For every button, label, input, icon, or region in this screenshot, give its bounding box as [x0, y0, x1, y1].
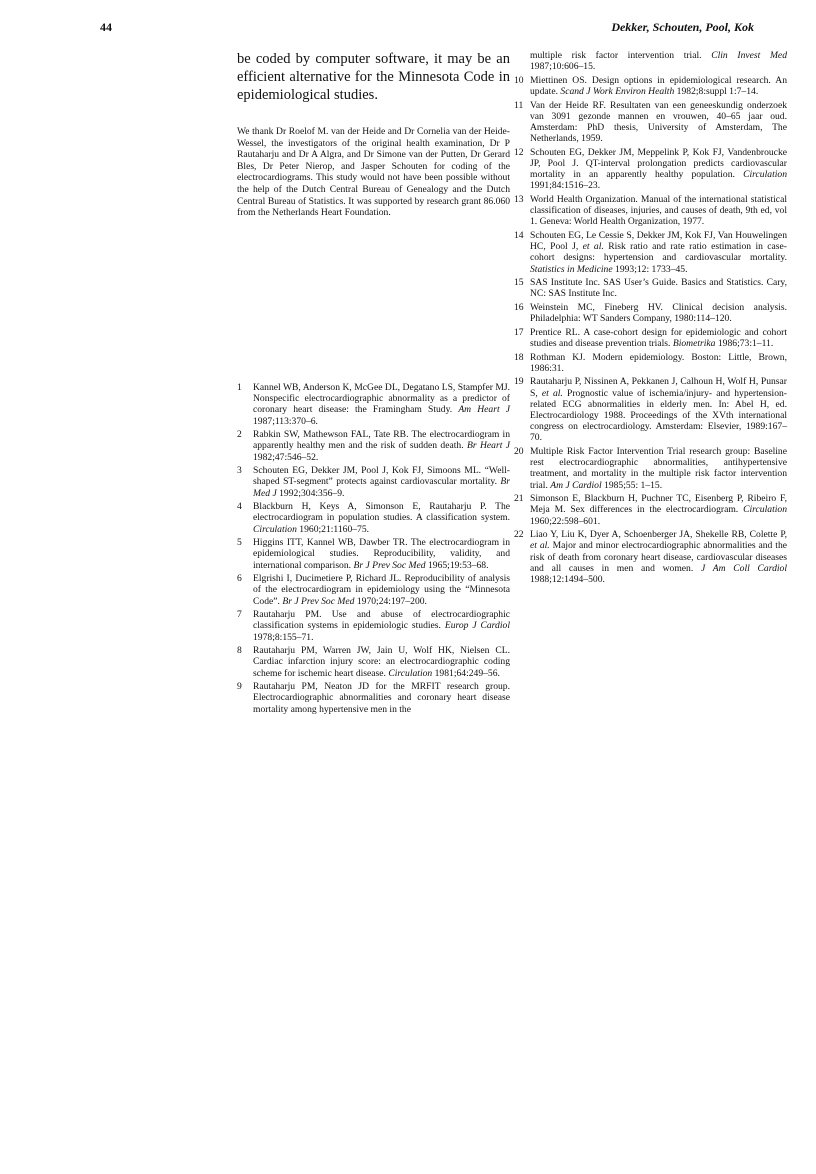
reference-body: Multiple Risk Factor Intervention Trial research group: Baseline rest electrocardiographic abnormalities, antihypertensive treatment, and mortality in the multiple risk factor intervention trial. — [530, 446, 787, 491]
reference-number: 14 — [514, 230, 524, 241]
reference-item — [514, 50, 787, 72]
reference-number: 6 — [237, 573, 242, 585]
reference-tail: 1965;19:53–68. — [427, 559, 489, 571]
reference-text — [253, 645, 510, 679]
reference-text — [253, 382, 510, 427]
reference-item — [514, 147, 787, 192]
reference-body: Weinstein MC, Fineberg HV. Clinical decision analysis. Philadelphia: WT Sanders Company, 1980:114–120. — [530, 302, 787, 325]
reference-number: 20 — [514, 446, 524, 457]
reference-number: 7 — [237, 609, 242, 621]
reference-item — [514, 302, 787, 324]
reference-body: Elgrishi I, Ducimetiere P, Richard JL. Reproducibility of analysis of the electrocardiogram in epidemiology using the “Minnesota Code”. — [253, 573, 510, 607]
reference-number: 17 — [514, 326, 524, 338]
reference-number: 12 — [514, 146, 524, 158]
reference-text — [514, 50, 787, 72]
reference-number: 10 — [514, 74, 524, 86]
reference-text — [253, 465, 510, 499]
reference-source: et al. — [582, 241, 604, 253]
reference-tail: 1987;10:606–15. — [530, 61, 596, 73]
reference-source: J Am Coll Cardiol — [700, 562, 788, 574]
reference-number: 18 — [514, 351, 524, 363]
reference-tail: 1987;113:370–6. — [253, 415, 318, 427]
reference-number: 11 — [514, 99, 524, 111]
reference-item — [237, 501, 510, 535]
reference-text — [530, 75, 787, 97]
reference-number: 3 — [237, 465, 242, 477]
reference-text — [253, 609, 510, 643]
reference-tail: 1993;12: 1733–45. — [615, 263, 688, 275]
reference-tail: 1992;304:356–9. — [279, 487, 345, 499]
reference-item — [237, 645, 510, 679]
reference-number: 2 — [237, 429, 242, 441]
reference-source: Circulation — [253, 523, 297, 535]
left-column — [237, 50, 510, 219]
reference-source: Br J Prev Soc Med — [353, 559, 426, 571]
reference-source: Circulation — [388, 667, 433, 679]
reference-number: 4 — [237, 501, 242, 513]
reference-body: World Health Organization. Manual of the international statistical classification of diseases, injuries, and causes of death, 9th ed, vol 1. Geneva: World Health Organization, 1977. — [530, 194, 787, 228]
reference-source: Br Med J — [253, 476, 510, 499]
reference-text — [530, 100, 787, 145]
reference-source: et al. — [541, 387, 563, 399]
references-left — [237, 382, 510, 717]
reference-tail: Risk ratio and rate ratio estimation in case-cohort designs: hypertension and cardiovascular mortality. — [530, 241, 787, 264]
reference-source: Biometrika — [672, 338, 716, 349]
reference-tail: 1982;47:546–52. — [253, 451, 319, 463]
reference-number: 21 — [514, 493, 524, 505]
reference-number: 19 — [514, 376, 524, 388]
reference-item — [514, 352, 787, 374]
reference-text — [253, 681, 510, 715]
reference-tail: 1970;24:197–200. — [356, 595, 427, 607]
reference-body: Miettinen OS. Design options in epidemiological research. An update. — [530, 74, 787, 97]
reference-body: Liao Y, Liu K, Dyer A, Schoenberger JA, Shekelle RB, Colette P, — [530, 529, 787, 541]
reference-number: 5 — [237, 537, 242, 549]
reference-tail: 1985;55: 1–15. — [604, 479, 663, 491]
reference-item — [514, 376, 787, 443]
reference-source: Clin Invest Med — [711, 50, 787, 61]
reference-item — [237, 429, 510, 463]
reference-item — [514, 100, 787, 145]
reference-text — [530, 376, 787, 443]
reference-item — [237, 609, 510, 643]
reference-text — [530, 194, 787, 228]
reference-source: Circulation — [743, 504, 787, 516]
reference-text — [530, 493, 787, 527]
reference-source: Br Heart J — [467, 440, 510, 452]
reference-text — [530, 352, 787, 374]
reference-tail: 1978;8:155–71. — [253, 631, 314, 643]
reference-item — [514, 327, 787, 349]
reference-item — [237, 382, 510, 427]
reference-tail: Prognostic value of ischemia/injury- and hypertension-related ECG abnormalities in elderly men. In: Abel H, ed. Electrocardiology 1988. Proceedings of the XVth international congress on electrocardiology. Amsterdam: Elsevier, 1989:167–70. — [530, 387, 788, 444]
reference-tail: 1986;73:1–11. — [717, 338, 774, 349]
reference-text — [530, 147, 787, 192]
reference-item — [514, 446, 787, 491]
reference-number: 1 — [237, 382, 242, 393]
reference-text — [253, 573, 510, 607]
reference-text — [530, 327, 787, 349]
reference-number: 9 — [237, 681, 242, 693]
reference-item — [514, 230, 787, 275]
reference-body: Rautaharju P, Nissinen A, Pekkanen J, Calhoun H, Wolf H, Punsar S, — [530, 376, 787, 399]
reference-item — [514, 194, 787, 228]
reference-tail: 1991;84:1516–23. — [530, 180, 601, 192]
reference-item — [237, 681, 510, 715]
reference-body: multiple risk factor intervention trial. — [530, 50, 702, 61]
reference-item — [514, 493, 787, 527]
reference-source: Europ J Cardiol — [444, 620, 510, 632]
reference-tail: 1981;64:249–56. — [434, 667, 500, 679]
reference-item — [237, 537, 510, 571]
reference-body: Schouten EG, Dekker JM, Meppelink P, Kok FJ, Vandenbroucke JP, Pool J. QT-interval prolongation predicts cardiovascular mortality in an apparently healthy population. — [530, 146, 787, 181]
reference-source: Statistics in Medicine — [530, 263, 613, 275]
reference-body: Prentice RL. A case-cohort design for epidemiologic and cohort studies and disease prevention trials. — [530, 326, 787, 349]
reference-body: Schouten EG, Le Cessie S, Dekker JM, Kok FJ, Van Houwelingen HC, Pool J, — [530, 230, 787, 253]
reference-text — [253, 501, 510, 535]
reference-source: Br J Prev Soc Med — [282, 595, 355, 607]
reference-text — [253, 429, 510, 463]
reference-number: 8 — [237, 645, 242, 657]
reference-text — [530, 302, 787, 324]
reference-text — [253, 537, 510, 571]
reference-number: 16 — [514, 302, 524, 313]
reference-item — [237, 465, 510, 499]
reference-item — [237, 573, 510, 607]
reference-tail: Major and minor electrocardiographic abnormalities and the risk of death from coronary heart disease, cardiovascular diseases and all causes in men and women. — [530, 540, 787, 574]
reference-body: Rothman KJ. Modern epidemiology. Boston: Little, Brown, 1986:31. — [530, 351, 787, 374]
reference-number: 22 — [514, 529, 524, 541]
reference-tail: 1960;21:1160–75. — [299, 523, 370, 535]
running-head-authors: Dekker, Schouten, Pool, Kok — [611, 20, 754, 34]
reference-number: 13 — [514, 194, 524, 205]
page-number: 44 — [100, 20, 112, 34]
reference-body: Rabkin SW, Mathewson FAL, Tate RB. The electrocardiogram in apparently healthy men and the risk of sudden death. — [253, 429, 510, 452]
reference-source: Circulation — [743, 169, 787, 181]
reference-body: Rautaharju PM, Neaton JD for the MRFIT research group. Electrocardiographic abnormalities and coronary heart disease mortality among hypertensive men in the — [253, 681, 510, 715]
reference-item — [514, 277, 787, 299]
reference-text — [530, 446, 787, 491]
reference-source: Scand J Work Environ Health — [560, 86, 675, 97]
reference-body: Schouten EG, Dekker JM, Pool J, Kok FJ, Simoons ML. “Well-shaped ST-segment” protects against cardiovascular mortality. — [253, 465, 510, 488]
reference-source: et al. — [530, 540, 550, 552]
reference-body: Simonson E, Blackburn H, Puchner TC, Eisenberg P, Ribeiro F, Meja M. Sex differences in the electrocardiogram. — [530, 493, 787, 516]
reference-text — [530, 529, 787, 585]
reference-source: Am J Cardiol — [550, 479, 602, 491]
body-paragraph: be coded by computer software, it may be an efficient alternative for the Minnesota Code in epidemiological studies. — [237, 51, 510, 103]
reference-tail: 1988;12:1494–500. — [530, 574, 605, 586]
reference-source: Am Heart J — [458, 404, 510, 416]
reference-number: 15 — [514, 277, 524, 289]
references-right — [514, 50, 787, 588]
acknowledgement: We thank Dr Roelof M. van der Heide and Dr Cornelia van der Heide-Wessel, the investigators of the original health examination, Dr P Rautaharju and Dr A Algra, and Dr Simone van der Putten, Dr Gerard Bles, Dr Peter Nierop, and Jasper Schouten for coding of the electrocardiograms. This study would not have been possible without the help of the Dutch Central Bureau of Genealogy and the Dutch Central Bureau of Statistics. It was supported by research grant 86.060 from the Netherlands Heart Foundation. — [237, 126, 510, 219]
reference-text — [530, 277, 787, 299]
reference-item — [514, 75, 787, 97]
reference-body: SAS Institute Inc. SAS User’s Guide. Basics and Statistics. Cary, NC: SAS Institute Inc. — [530, 277, 787, 300]
reference-body: Higgins ITT, Kannel WB, Dawber TR. The electrocardiogram in epidemiological studies. Reproducibility, validity, and international comparison. — [253, 537, 510, 571]
reference-body: Van der Heide RF. Resultaten van een geneeskundig onderzoek van 3091 gezonde mannen en vrouwen, 40–65 jaar oud. Amsterdam: PhD thesis, University of Amsterdam, The Netherlands, 1959. — [530, 99, 787, 145]
reference-body: Blackburn H, Keys A, Simonson E, Rautaharju P. The electrocardiogram in population studies. A classification system. — [253, 501, 510, 524]
reference-item — [514, 529, 787, 585]
reference-body: Kannel WB, Anderson K, McGee DL, Degatano LS, Stampfer MJ. Nonspecific electrocardiographic abnormality as a predictor of coronary heart disease: the Framingham Study. — [253, 382, 510, 416]
reference-tail: 1982;8:suppl 1:7–14. — [676, 86, 759, 97]
reference-body: Rautaharju PM, Warren JW, Jain U, Wolf HK, Nielsen CL. Cardiac infarction injury score: an electrocardiographic coding scheme for ischemic heart disease. — [253, 645, 510, 679]
reference-body: Rautaharju PM. Use and abuse of electrocardiographic classification systems in epidemiologic studies. — [253, 609, 510, 632]
reference-text — [530, 230, 787, 275]
reference-tail: 1960;22:598–601. — [530, 515, 601, 527]
